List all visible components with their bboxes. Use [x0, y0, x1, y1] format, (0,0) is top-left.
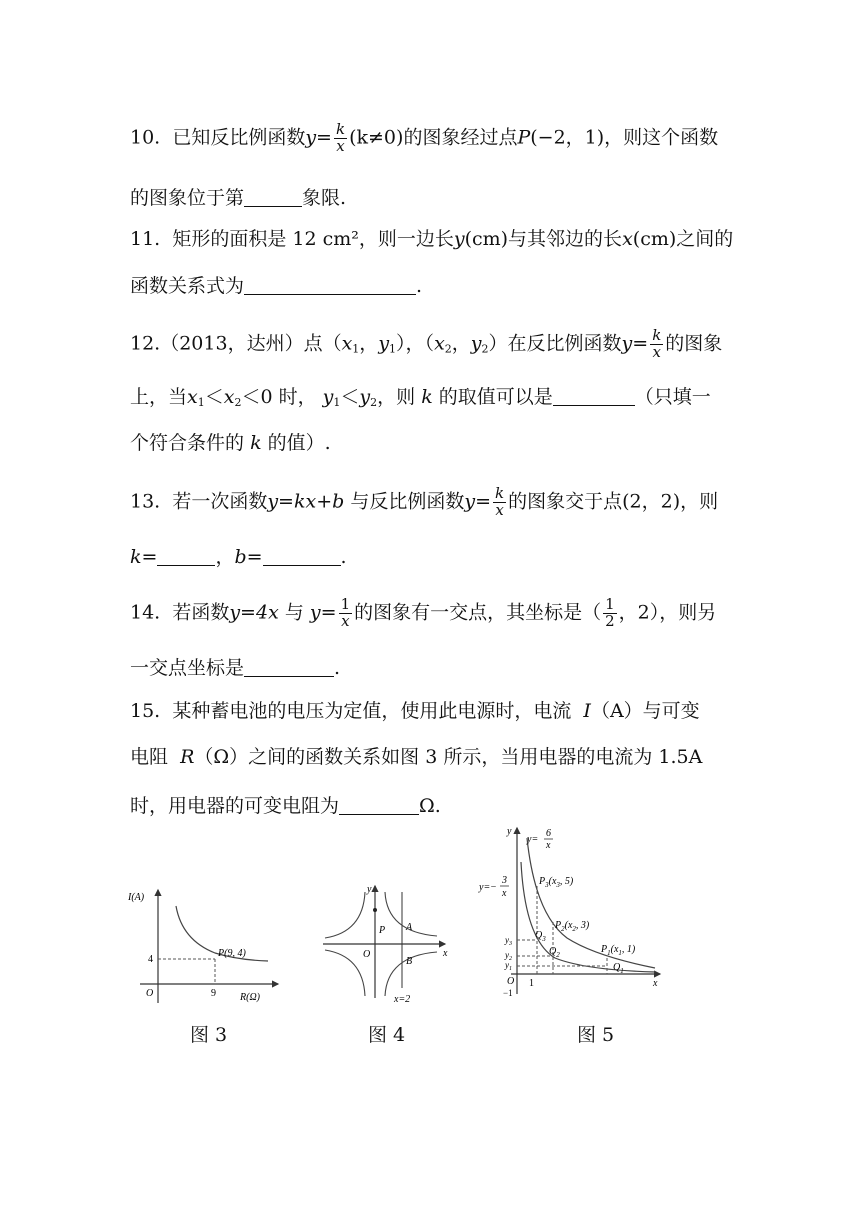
q14-line2a: 一交点坐标是 — [130, 657, 245, 679]
q13-yeq: y= — [464, 490, 492, 513]
q13-k-blank[interactable] — [157, 547, 215, 566]
q12-line2 — [130, 387, 711, 408]
q14-half-fraction — [603, 597, 617, 630]
fig5-curve2-label — [478, 875, 509, 899]
fig5-y3: y — [505, 935, 509, 945]
q11-text1: 矩形的面积是 12 cm²，则一边长 — [172, 228, 454, 250]
fig5-Q3: Q — [535, 930, 543, 941]
q10-answer-blank[interactable] — [244, 188, 302, 207]
q12-frac-den: x — [652, 342, 661, 361]
q14-line2 — [130, 658, 340, 678]
q11-line2 — [130, 276, 422, 296]
fig5-Q1: Q — [613, 962, 621, 973]
fig5-P3: P — [539, 876, 546, 887]
q11-y: y — [453, 228, 465, 250]
q13-k-label: k= — [130, 546, 158, 568]
fig5-Q2-sub: 2 — [556, 951, 560, 959]
q11-x: x — [622, 228, 633, 250]
q10-frac-den: x — [336, 136, 345, 155]
q12-comma1: ， — [359, 332, 379, 355]
q12-line3k: k — [250, 432, 262, 454]
q12-text1: （2013，达州）点（ — [160, 332, 342, 355]
q14-half-num: 1 — [605, 595, 615, 613]
q12-lk: k — [421, 386, 433, 408]
q12-lt3: ＜ — [340, 386, 360, 408]
q12-ly2-sub: 2 — [370, 396, 378, 409]
figure-5 — [475, 822, 675, 1002]
q13-text1: 若一次函数 — [172, 490, 268, 513]
q13-text3: 的图象交于点(2，2)，则 — [508, 490, 719, 513]
q12-y2: y — [470, 332, 482, 355]
q12-y2-sub: 2 — [481, 342, 489, 356]
q14-line2b: . — [334, 657, 341, 679]
q14-eq1: y=4x — [229, 601, 279, 624]
fig4-B-label: B — [406, 956, 413, 967]
fig5-c1-yeq: y= — [527, 834, 539, 845]
q13-sep: ， — [215, 546, 235, 568]
q13-b-label: b= — [234, 546, 263, 568]
fig5-P3-sub: 3 — [545, 881, 549, 889]
fig5-y1-sub: 1 — [509, 966, 512, 972]
fig5-y2-sub: 2 — [509, 956, 512, 962]
q13-number: 13. — [130, 490, 161, 513]
q12-frac-num: k — [652, 326, 662, 344]
q10-text2: 的图象经过点 — [403, 126, 518, 149]
fig5-P1-coord-sub: 1 — [618, 949, 622, 957]
fig5-P3-coord-sub: 3 — [556, 881, 560, 889]
fig3-tick-y: 4 — [148, 954, 153, 965]
q12-lt6: （只填一 — [634, 386, 711, 408]
q14-line1 — [130, 597, 716, 630]
q12-answer-blank[interactable] — [553, 387, 635, 406]
q15-text1: 某种蓄电池的电压为定值，使用此电源时，电流 — [172, 700, 572, 722]
figure-3 — [120, 878, 290, 1013]
q14-frac-num: 1 — [340, 595, 351, 613]
q11-answer-blank[interactable] — [244, 276, 416, 295]
q14-answer-blank[interactable] — [244, 658, 334, 677]
q12-y1-sub: 1 — [389, 342, 397, 356]
fig5-y-label: y — [507, 826, 512, 837]
q10-line2a: 的图象位于第 — [130, 187, 245, 209]
q14-yeq: y= — [309, 601, 337, 624]
q12-x1: x — [341, 332, 353, 355]
fig5-Q1-label — [613, 962, 624, 975]
q12-text2: ），（ — [396, 332, 435, 355]
q11-line2b: . — [416, 275, 423, 297]
q15-answer-blank[interactable] — [339, 796, 419, 815]
fig5-P1-sub: 1 — [607, 949, 611, 957]
q10-fraction — [334, 122, 347, 155]
q13-eq: y=kx+b — [267, 490, 345, 513]
fig5-P3-end: , 5) — [559, 876, 574, 887]
q14-text1: 若函数 — [172, 601, 230, 624]
q12-lx2-sub: 2 — [234, 396, 242, 409]
q12-lt: ＜ — [204, 386, 224, 408]
fig3-point-label: P(9, 4) — [218, 948, 246, 959]
fig3-tick-x: 9 — [211, 988, 216, 999]
q13-line2 — [130, 547, 347, 567]
q12-x2: x — [434, 332, 445, 355]
q13-text2: 与反比例函数 — [350, 490, 465, 513]
q12-line3b: 的值）. — [267, 432, 331, 454]
fig5-Q2-label — [549, 946, 560, 959]
q12-ly1: y — [322, 386, 334, 408]
fig5-P3-coord: (x — [548, 876, 557, 887]
q10-line2 — [130, 188, 346, 208]
q10-yeq: y= — [305, 126, 332, 149]
fig5-origin: O — [507, 976, 515, 987]
fig5-caption: 图 5 — [577, 1024, 615, 1046]
q12-fraction — [650, 328, 663, 361]
fig4-origin: O — [363, 949, 371, 960]
fig5-x-label: x — [653, 978, 658, 989]
fig5-y3-label — [504, 935, 512, 947]
q12-lx1: x — [187, 386, 198, 408]
q10-cond: (k≠0) — [349, 126, 404, 149]
q14-text3: 的图象有一交点，其坐标是（ — [354, 601, 602, 624]
fig5-tick-neg1: −1 — [503, 988, 513, 998]
fig5-Q3-sub: 3 — [542, 935, 546, 943]
q10-line1 — [130, 122, 718, 155]
q15-line2b: （Ω）之间的函数关系如图 3 所示，当用电器的电流为 1.5A — [194, 746, 703, 768]
fig5-tick-one: 1 — [529, 978, 534, 989]
q12-number: 12. — [130, 332, 161, 355]
fig5-curve-6x — [527, 838, 655, 968]
fig3-y-label: I(A) — [128, 892, 145, 903]
q12-line3 — [130, 434, 331, 453]
q12-yeq: y= — [621, 332, 649, 355]
fig5-y1: y — [505, 960, 509, 970]
q15-line3a: 时，用电器的可变电阻为 — [130, 795, 340, 817]
q15-line1 — [130, 702, 700, 721]
fig3-x-label: R(Ω) — [240, 992, 260, 1003]
fig4-curve-q2 — [325, 892, 365, 938]
fig5-P2-sub: 2 — [561, 925, 565, 933]
q10-number: 10. — [130, 126, 161, 149]
fig3-origin: O — [146, 988, 154, 999]
q12-text4: 的图象 — [665, 332, 723, 355]
q10-frac-num: k — [335, 120, 346, 138]
fig5-P2-coord-sub: 2 — [572, 925, 576, 933]
fig4-x-label: x — [443, 948, 448, 959]
q12-lx1-sub: 1 — [197, 396, 205, 409]
fig5-P2-coord: (x — [564, 920, 573, 931]
q12-text3: ）在反比例函数 — [488, 332, 622, 355]
q12-comma2: ， — [451, 332, 471, 355]
q13-frac-num: k — [495, 484, 505, 502]
fig5-c2-num: 3 — [502, 875, 507, 886]
q10-point: (−2，1)，则这个函数 — [530, 126, 719, 149]
q12-line1 — [130, 328, 722, 361]
q11-text3: (cm)之间的 — [632, 228, 734, 250]
q15-number: 15. — [130, 700, 161, 722]
q12-lt2: ＜0 时， — [241, 386, 317, 408]
q14-text2: 与 — [284, 601, 304, 624]
q12-line2a: 上，当 — [130, 386, 188, 408]
fig4-caption: 图 4 — [368, 1024, 406, 1046]
fig5-c2-yeq: y=− — [479, 882, 497, 893]
fig3-caption: 图 3 — [190, 1024, 228, 1046]
q13-fraction — [493, 486, 506, 519]
q12-lx2: x — [223, 386, 235, 408]
q12-x2-sub: 2 — [444, 342, 452, 356]
q13-b-blank[interactable] — [263, 547, 341, 566]
q15-text1b: （A）与可变 — [590, 700, 700, 722]
q14-half-den: 2 — [605, 611, 615, 630]
q13-end: . — [340, 546, 347, 568]
fig5-P1-coord: (x — [610, 944, 619, 955]
fig5-c1-num: 6 — [546, 828, 551, 839]
fig4-curve-q3 — [325, 950, 365, 996]
fig5-P1-end: , 1) — [621, 944, 636, 955]
q11-line1 — [130, 230, 733, 249]
q15-I: I — [583, 700, 591, 722]
q12-ly2: y — [359, 386, 371, 408]
fig5-P2-end: , 3) — [575, 920, 590, 931]
q12-ly1-sub: 1 — [333, 396, 341, 409]
q10-point-name: P — [517, 126, 531, 149]
fig4-line-label: x=2 — [394, 994, 411, 1005]
figure-4 — [315, 880, 455, 1010]
fig5-Q2: Q — [549, 946, 557, 957]
q12-line3a: 个符合条件的 — [130, 432, 245, 454]
fig5-P3-label — [538, 876, 574, 889]
fig5-P1: P — [601, 944, 608, 955]
q14-text4: ，2），则另 — [618, 601, 717, 624]
q11-text2: (cm)与其邻边的长 — [464, 228, 623, 250]
fig4-y-label: y — [367, 884, 372, 895]
q12-y1: y — [378, 332, 390, 355]
q11-number: 11. — [130, 228, 161, 250]
q14-frac-den: x — [341, 611, 350, 630]
q12-x1-sub: 1 — [352, 342, 360, 356]
fig4-P-label: P — [379, 925, 386, 936]
q15-line2 — [130, 748, 702, 767]
fig5-y2: y — [505, 950, 509, 960]
q14-fraction — [339, 597, 353, 630]
q14-number: 14. — [130, 601, 161, 624]
q15-line2a: 电阻 — [130, 746, 169, 768]
q12-lt4: ，则 — [377, 386, 416, 408]
fig5-c2-den: x — [502, 888, 507, 899]
q15-line3b: Ω. — [419, 795, 441, 817]
fig5-c1-den: x — [546, 840, 551, 851]
fig5-P2: P — [555, 920, 562, 931]
fig4-point-P — [373, 908, 377, 912]
fig5-Q1-sub: 1 — [620, 967, 624, 975]
q13-line1 — [130, 486, 718, 519]
q15-line3 — [130, 796, 441, 816]
q12-lt5: 的取值可以是 — [438, 386, 553, 408]
fig5-curve1-label — [526, 828, 553, 851]
fig5-y3-sub: 3 — [509, 941, 512, 947]
q15-R: R — [180, 746, 195, 768]
q10-line2b: 象限. — [302, 187, 347, 209]
q10-text1: 已知反比例函数 — [172, 126, 306, 149]
q11-line2a: 函数关系式为 — [130, 275, 245, 297]
q13-frac-den: x — [495, 500, 504, 519]
fig4-A-label: A — [406, 922, 413, 933]
